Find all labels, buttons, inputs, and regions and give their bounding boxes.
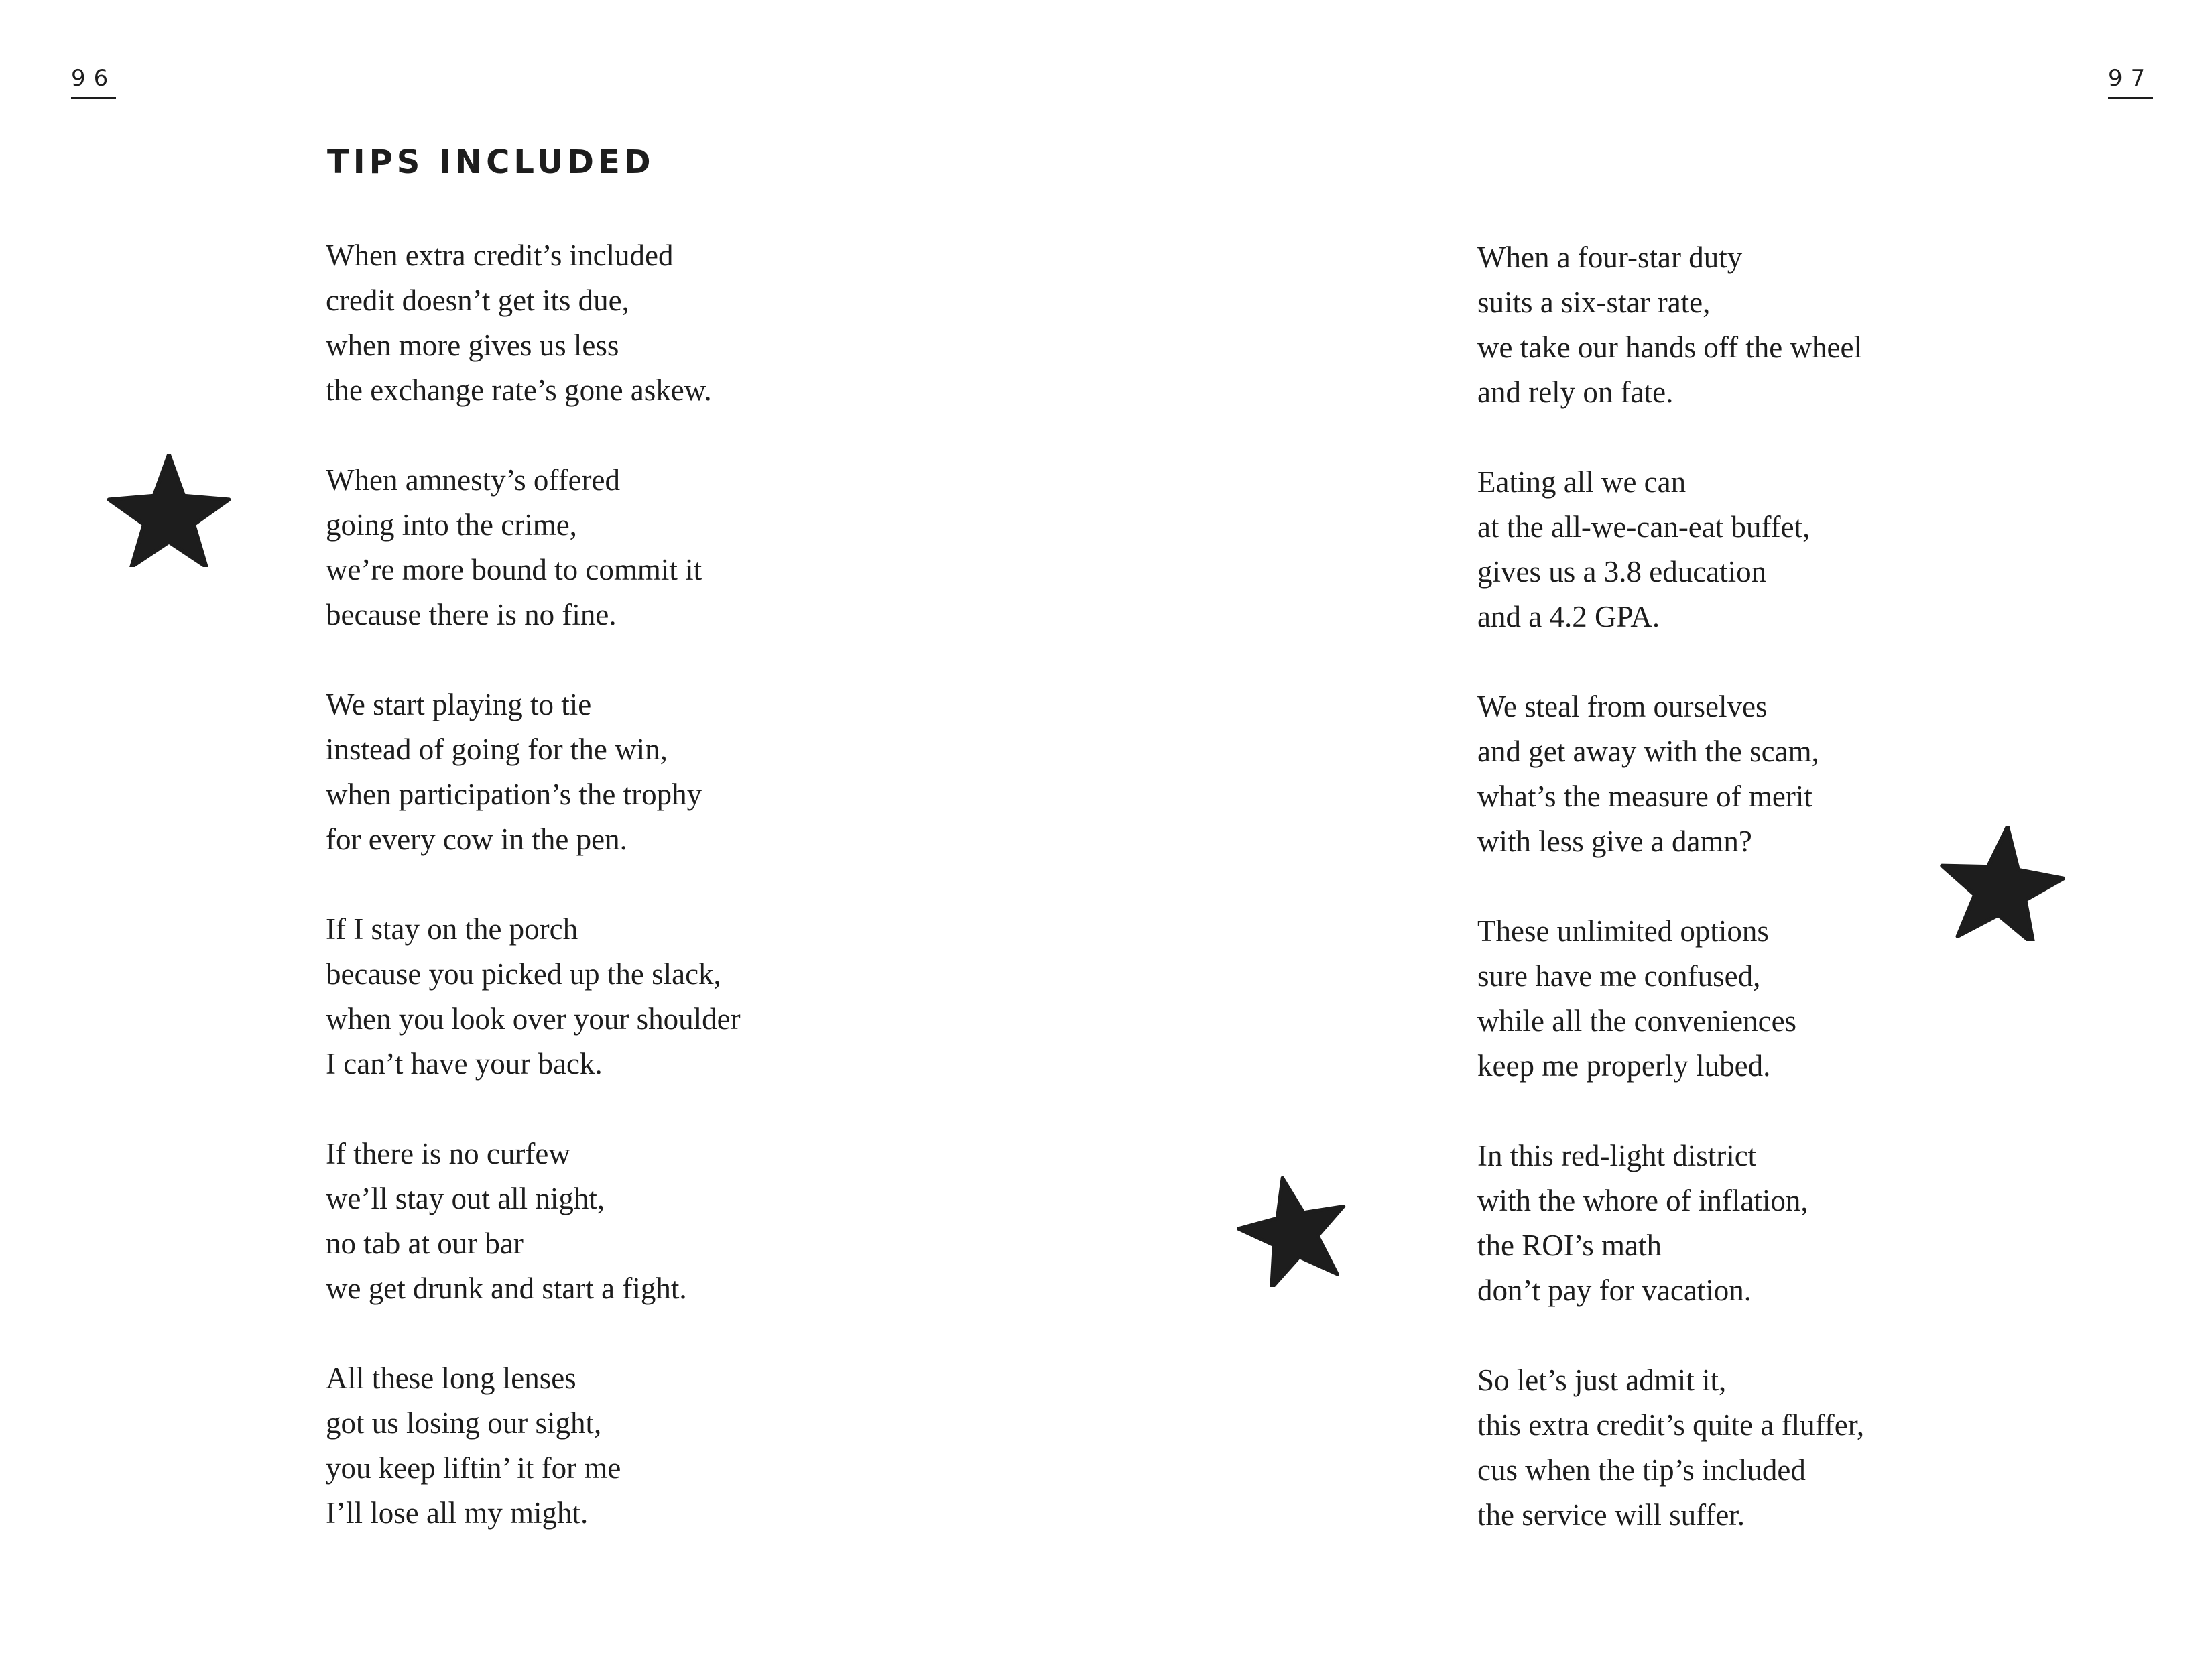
poem-line: keep me properly lubed. — [1477, 1049, 1771, 1083]
poem-line: Eating all we can — [1477, 465, 1686, 499]
poem-line: When a four-star duty — [1477, 241, 1743, 274]
stanza — [1477, 1358, 2081, 1538]
poem-line: If I stay on the porch — [326, 912, 578, 946]
poem-column-left — [326, 233, 929, 1581]
poem-line: you keep liftin’ it for me — [326, 1451, 621, 1485]
poem-line: and rely on fate. — [1477, 375, 1674, 409]
poem-line: All these long lenses — [326, 1361, 576, 1395]
poem-line: I can’t have your back. — [326, 1047, 603, 1081]
poem-line: gives us a 3.8 education — [1477, 555, 1767, 589]
stanza — [326, 458, 929, 637]
poem-line: and a 4.2 GPA. — [1477, 600, 1660, 633]
stanza — [1477, 1133, 2081, 1313]
poem-line: because you picked up the slack, — [326, 957, 721, 991]
stanza — [1477, 235, 2081, 415]
poem-line: the service will suffer. — [1477, 1498, 1745, 1532]
poem-line: instead of going for the win, — [326, 733, 668, 766]
star-icon — [1938, 826, 2065, 941]
poem-line: When extra credit’s included — [326, 239, 674, 272]
poem-line: In this red-light district — [1477, 1139, 1757, 1172]
poem-line: because there is no fine. — [326, 598, 617, 631]
stanza — [326, 682, 929, 862]
poem-line: We steal from ourselves — [1477, 690, 1768, 723]
poem-line: don’t pay for vacation. — [1477, 1274, 1752, 1307]
poem-line: going into the crime, — [326, 508, 577, 542]
stanza — [326, 1131, 929, 1311]
poem-line: So let’s just admit it, — [1477, 1363, 1727, 1397]
poem-line: no tab at our bar — [326, 1227, 524, 1260]
poem-line: When amnesty’s offered — [326, 463, 621, 497]
poem-line: for every cow in the pen. — [326, 822, 627, 856]
poem-line: with less give a damn? — [1477, 824, 1752, 858]
poem-line: got us losing our sight, — [326, 1406, 602, 1440]
poem-line: If there is no curfew — [326, 1137, 570, 1170]
poem-line: We start playing to tie — [326, 688, 592, 721]
page-number-left: 96 — [71, 67, 116, 99]
poem-line: cus when the tip’s included — [1477, 1453, 1806, 1487]
poem-line: with the whore of inflation, — [1477, 1184, 1808, 1217]
stanza — [1477, 460, 2081, 639]
poem-line: what’s the measure of merit — [1477, 780, 1812, 813]
poem-line: we’ll stay out all night, — [326, 1182, 605, 1215]
poem-line: credit doesn’t get its due, — [326, 284, 629, 317]
poem-line: the ROI’s math — [1477, 1229, 1662, 1262]
poem-line: sure have me confused, — [1477, 959, 1761, 993]
stanza — [326, 1356, 929, 1536]
poem-line: we get drunk and start a fight. — [326, 1272, 687, 1305]
poem-line: when you look over your shoulder — [326, 1002, 741, 1036]
page-number-right: 97 — [2108, 67, 2153, 99]
poem-title: TIPS INCLUDED — [327, 143, 655, 181]
poem-line: we’re more bound to commit it — [326, 553, 702, 587]
poem-line: and get away with the scam, — [1477, 735, 1819, 768]
poem-line: this extra credit’s quite a fluffer, — [1477, 1408, 1865, 1442]
poem-line: when more gives us less — [326, 328, 619, 362]
stanza — [326, 907, 929, 1087]
poem-line: suits a six-star rate, — [1477, 286, 1711, 319]
poem-line: at the all-we-can-eat buffet, — [1477, 510, 1810, 544]
star-icon — [1237, 1174, 1350, 1287]
stanza — [326, 233, 929, 413]
star-icon — [106, 454, 232, 567]
poem-line: while all the conveniences — [1477, 1004, 1797, 1038]
poem-line: These unlimited options — [1477, 914, 1769, 948]
poem-line: when participation’s the trophy — [326, 778, 702, 811]
poem-line: I’ll lose all my might. — [326, 1496, 589, 1530]
poem-line: the exchange rate’s gone askew. — [326, 373, 712, 407]
poem-line: we take our hands off the wheel — [1477, 330, 1862, 364]
